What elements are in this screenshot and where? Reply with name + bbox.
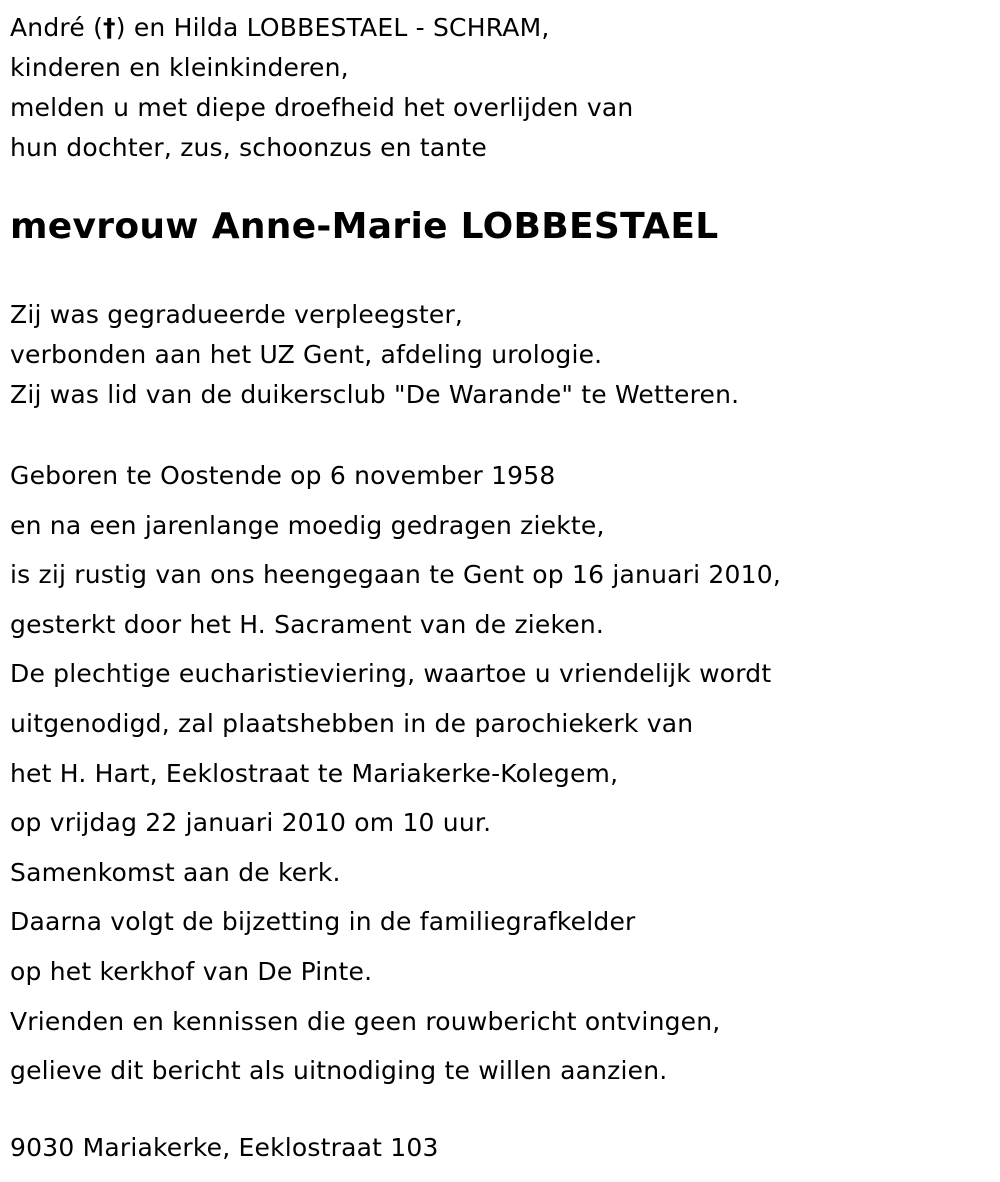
details-line-13: gelieve dit bericht als uitnodiging te willen aanzien. [10, 1056, 668, 1086]
announcement-line-2: kinderen en kleinkinderen, [10, 53, 349, 82]
profession-line-3: Zij was lid van de duikersclub "De Warande" te Wetteren. [10, 380, 740, 409]
announcement-line-3: melden u met diepe droefheid het overlijden van [10, 93, 634, 122]
announcement-line-1-end: ) en Hilda LOBBESTAEL - SCHRAM, [115, 13, 550, 42]
profession-paragraph [10, 295, 739, 415]
cross-icon: † [103, 13, 116, 42]
profession-line-1: Zij was gegradueerde verpleegster, [10, 300, 464, 329]
details-line-1: Geboren te Oostende op 6 november 1958 [10, 461, 556, 490]
details-line-6: uitgenodigd, zal plaatshebben in de parochiekerk van [10, 708, 694, 738]
details-line-7: het H. Hart, Eeklostraat te Mariakerke-Kolegem, [10, 758, 619, 788]
details-line-11: op het kerkhof van De Pinte. [10, 956, 373, 986]
funeral-details [10, 451, 781, 1096]
announcement-line-1-start: André ( [10, 13, 104, 42]
profession-line-2: verbonden aan het UZ Gent, afdeling urologie. [10, 340, 603, 369]
details-line-2: en na een jarenlange moedig gedragen ziekte, [10, 510, 605, 540]
details-line-8: op vrijdag 22 januari 2010 om 10 uur. [10, 808, 492, 838]
details-line-12: Vrienden en kennissen die geen rouwbericht ontvingen, [10, 1006, 721, 1036]
details-line-9: Samenkomst aan de kerk. [10, 857, 341, 887]
family-address: 9030 Mariakerke, Eeklostraat 103 [10, 1133, 439, 1162]
family-announcement [10, 8, 633, 168]
deceased-name: mevrouw Anne-Marie LOBBESTAEL [10, 206, 719, 247]
details-line-10: Daarna volgt de bijzetting in de familiegrafkelder [10, 907, 636, 937]
announcement-line-4: hun dochter, zus, schoonzus en tante [10, 133, 487, 162]
announcement-line-1 [10, 8, 633, 48]
details-line-3: is zij rustig van ons heengegaan te Gent op 16 januari 2010, [10, 560, 781, 590]
details-line-5: De plechtige eucharistieviering, waartoe u vriendelijk wordt [10, 659, 772, 689]
details-line-4: gesterkt door het H. Sacrament van de zieken. [10, 609, 605, 639]
